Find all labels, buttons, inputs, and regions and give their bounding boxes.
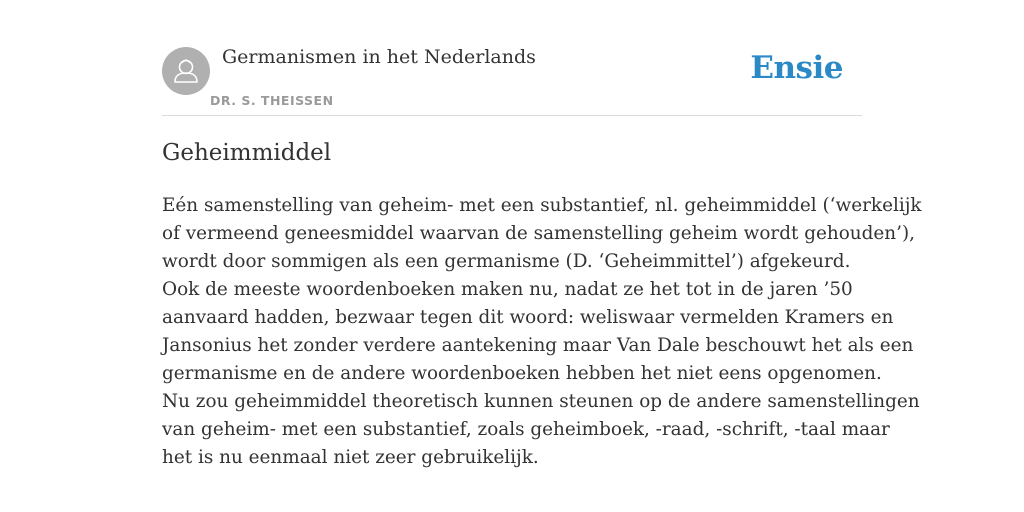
body-line: wordt door sommigen als een germanisme (D. ‘Geheimmittel’) afgekeurd. — [162, 251, 851, 272]
entry-title: Geheimmiddel — [162, 140, 332, 166]
body-line: Ook de meeste woordenboeken maken nu, nadat ze het tot in de jaren ’50 — [162, 279, 853, 300]
body-line: Jansonius het zonder verdere aantekening maar Van Dale beschouwt het als een — [162, 335, 914, 356]
entry-body — [162, 192, 922, 472]
user-icon — [162, 47, 210, 95]
body-line: aanvaard hadden, bezwaar tegen dit woord: weliswaar vermelden Kramers en — [162, 307, 894, 328]
body-line: Eén samenstelling van geheim- met een substantief, nl. geheimmiddel (‘werkelijk — [162, 195, 922, 216]
entry-header — [162, 0, 862, 116]
body-line: Nu zou geheimmiddel theoretisch kunnen steunen op de andere samenstellingen — [162, 391, 920, 412]
book-title-link[interactable]: Germanismen in het Nederlands — [222, 46, 536, 68]
body-line: of vermeend geneesmiddel waarvan de samenstelling geheim wordt gehouden’), — [162, 223, 915, 244]
ensie-logo[interactable]: Ensie — [750, 50, 843, 86]
body-line: germanisme en de andere woordenboeken hebben het niet eens opgenomen. — [162, 363, 882, 384]
author-avatar[interactable] — [162, 47, 210, 95]
entry-card — [162, 0, 922, 468]
body-line: van geheim- met een substantief, zoals geheimboek, -raad, -schrift, -taal maar — [162, 419, 890, 440]
author-name-link[interactable]: DR. S. THEISSEN — [210, 93, 334, 108]
body-line: het is nu eenmaal niet zeer gebruikelijk. — [162, 447, 539, 468]
